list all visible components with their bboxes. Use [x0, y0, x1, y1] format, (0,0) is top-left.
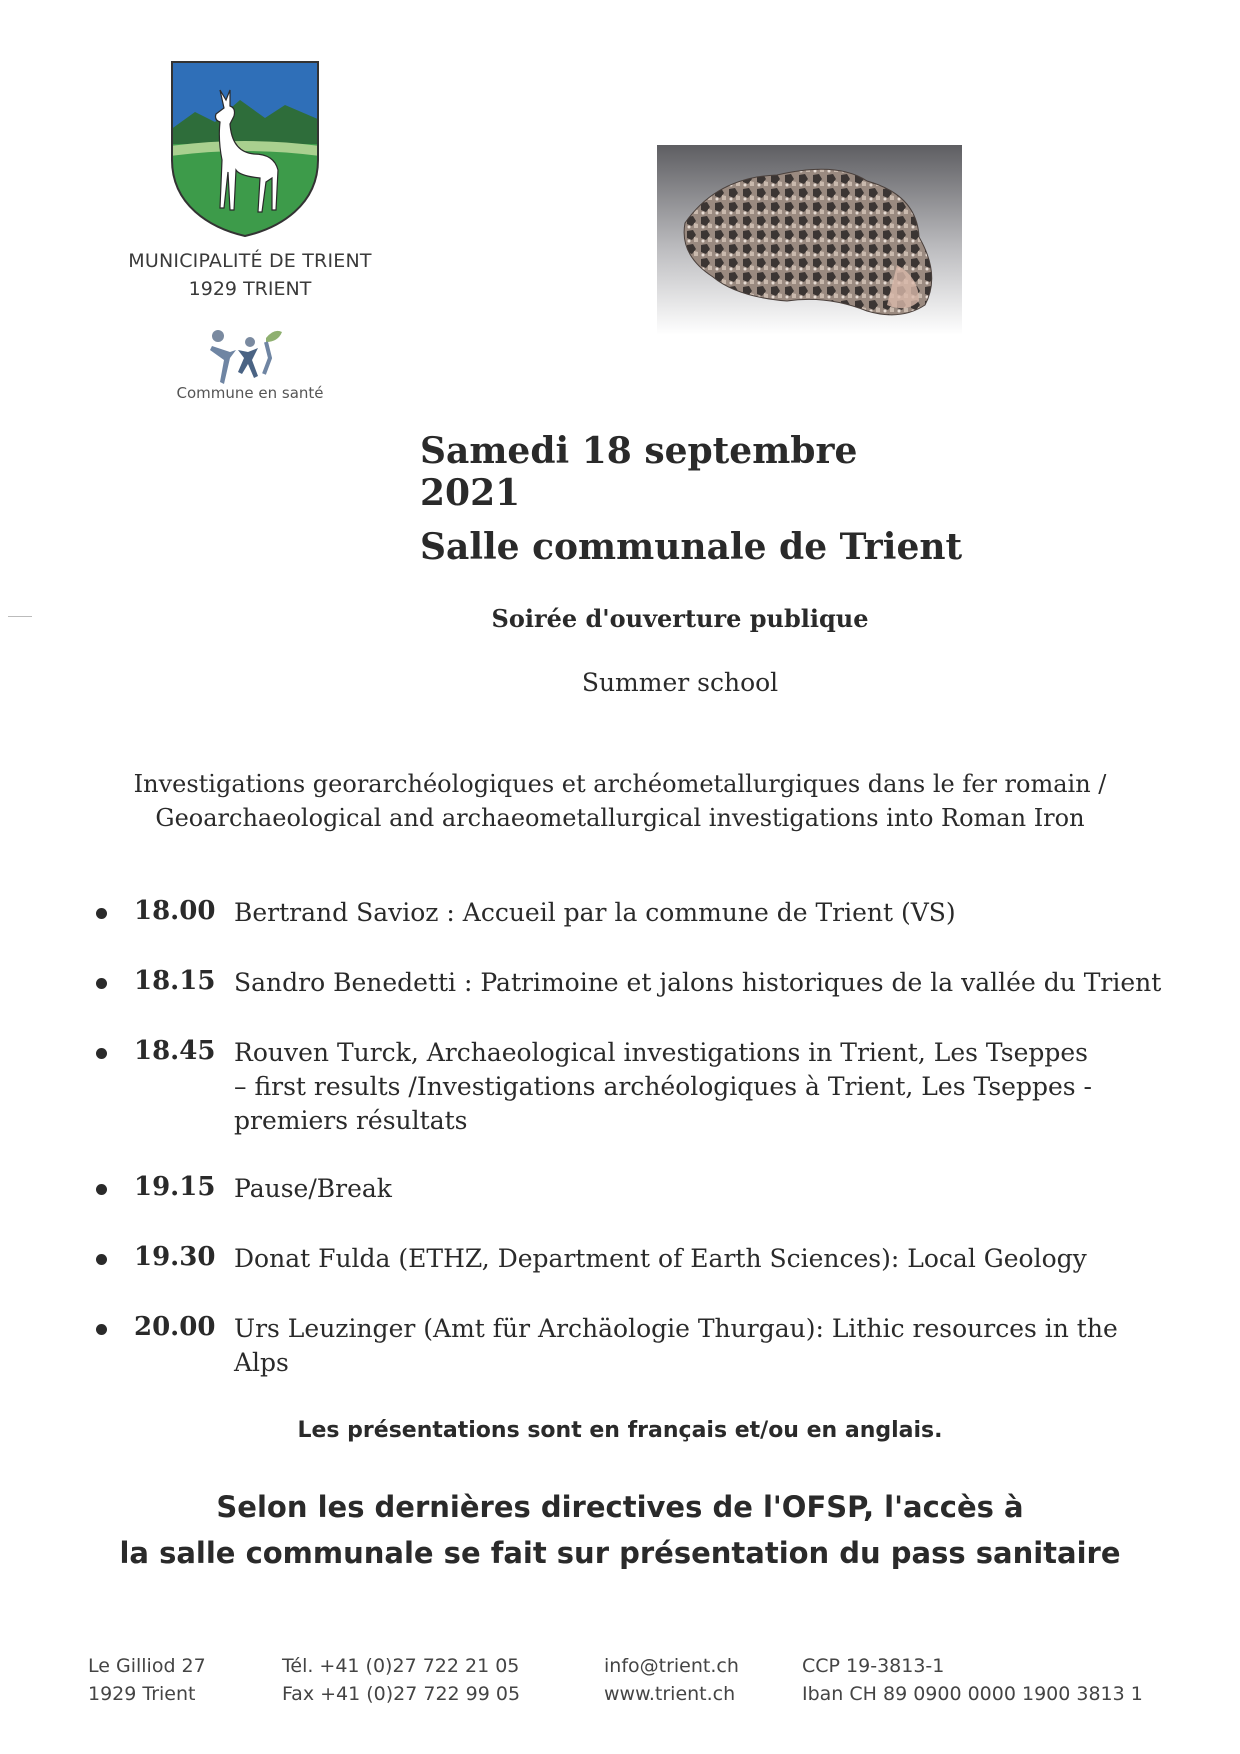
iban-account: Iban CH 89 0900 0000 1900 3813 1: [802, 1683, 1143, 1705]
email-link[interactable]: info@trient.ch: [604, 1655, 739, 1677]
bullet-icon: [96, 908, 107, 919]
footer-address: [88, 1652, 206, 1708]
program-time: 19.30: [134, 1242, 216, 1272]
topic-french: Investigations georarchéologiques et archéometallurgiques dans le fer romain /: [133, 770, 1107, 798]
commune-en-sante-logo-icon: [208, 328, 288, 388]
address-line-1: Le Gilliod 27: [88, 1655, 206, 1677]
event-subtitle: Soirée d'ouverture publique: [491, 604, 869, 633]
program-time: 19.15: [134, 1172, 216, 1202]
topic-english: Geoarchaeological and archaeometallurgical investigations into Roman Iron: [155, 804, 1085, 832]
event-series: Summer school: [581, 668, 779, 697]
bullet-icon: [96, 978, 107, 989]
event-venue-title: Salle communale de Trient: [420, 526, 963, 568]
event-date-title: Samedi 18 septembre 2021: [420, 430, 858, 514]
municipality-name: MUNICIPALITÉ DE TRIENT: [128, 250, 372, 272]
health-pass-notice-line1: Selon les dernières directives de l'OFSP, l'accès à: [216, 1490, 1024, 1524]
footer-phone: [282, 1652, 520, 1708]
program-time: 18.00: [134, 896, 216, 926]
program-time: 18.15: [134, 966, 216, 996]
bullet-icon: [96, 1048, 107, 1059]
bullet-icon: [96, 1324, 107, 1335]
footer-bank: [802, 1652, 1143, 1708]
health-pass-notice-line2: la salle communale se fait sur présentation du pass sanitaire: [119, 1536, 1121, 1570]
program-text: Pause/Break: [234, 1174, 392, 1203]
footer-web: [604, 1652, 739, 1708]
margin-mark: [8, 616, 32, 617]
municipality-zip: 1929 TRIENT: [188, 278, 312, 300]
program-text: Urs Leuzinger (Amt für Archäologie Thurgau): Lithic resources in the Alps: [234, 1314, 1118, 1377]
ccp-account: CCP 19-3813-1: [802, 1655, 945, 1677]
address-line-2: 1929 Trient: [88, 1683, 196, 1705]
commune-en-sante-label: Commune en santé: [176, 384, 324, 402]
program-time: 18.45: [134, 1036, 216, 1066]
website-link[interactable]: www.trient.ch: [604, 1683, 736, 1705]
program-time: 20.00: [134, 1312, 216, 1342]
fax-number: Fax +41 (0)27 722 99 05: [282, 1683, 521, 1705]
bullet-icon: [96, 1254, 107, 1265]
program-text: Bertrand Savioz : Accueil par la commune de Trient (VS): [234, 898, 956, 927]
language-notice: Les présentations sont en français et/ou en anglais.: [297, 1418, 943, 1443]
phone-number: Tél. +41 (0)27 722 21 05: [282, 1655, 520, 1677]
program-text: Donat Fulda (ETHZ, Department of Earth Sciences): Local Geology: [234, 1244, 1087, 1273]
municipality-crest-icon: [170, 60, 320, 238]
program-text: Rouven Turck, Archaeological investigations in Trient, Les Tseppes – first results /Investigations archéologiques à Trient, Les Tseppes - premiers résultats: [234, 1038, 1092, 1135]
rock-specimen-photo: [657, 145, 962, 335]
bullet-icon: [96, 1184, 107, 1195]
program-text: Sandro Benedetti : Patrimoine et jalons historiques de la vallée du Trient: [234, 968, 1162, 997]
